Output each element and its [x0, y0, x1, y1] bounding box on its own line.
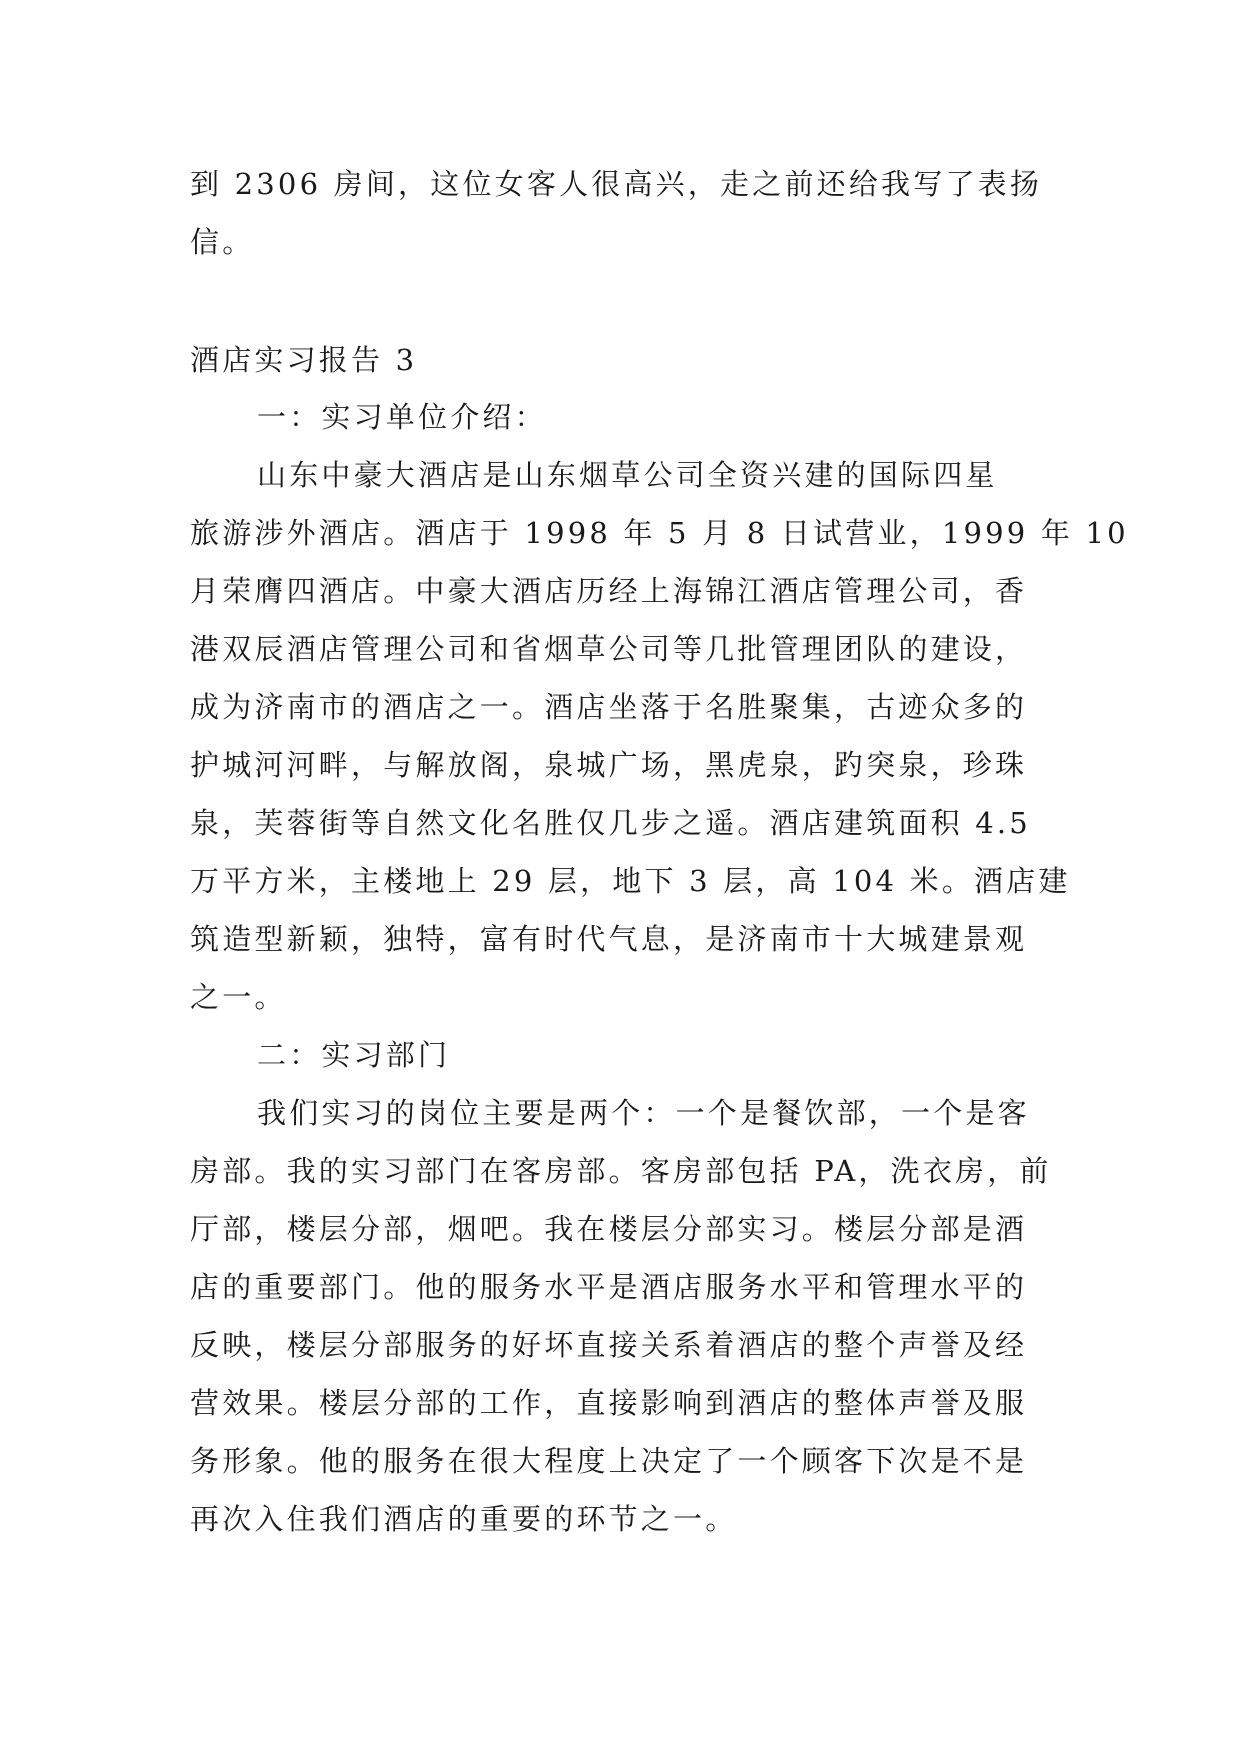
- paragraph-line: 护城河河畔，与解放阁，泉城广场，黑虎泉，趵突泉，珍珠: [190, 748, 1028, 782]
- paragraph-line: 房部。我的实习部门在客房部。客房部包括 PA，洗衣房，前: [190, 1154, 1052, 1188]
- paragraph-line: 港双辰酒店管理公司和省烟草公司等几批管理团队的建设，: [190, 632, 1028, 666]
- section-heading: 二：实习部门: [257, 1038, 451, 1072]
- paragraph-line: 月荣膺四酒店。中豪大酒店历经上海锦江酒店管理公司，香: [190, 574, 1028, 608]
- paragraph-line: 我们实习的岗位主要是两个：一个是餐饮部，一个是客: [257, 1096, 1030, 1130]
- paragraph-line: 务形象。他的服务在很大程度上决定了一个顾客下次是不是: [190, 1444, 1028, 1478]
- paragraph-line: 成为济南市的酒店之一。酒店坐落于名胜聚集，古迹众多的: [190, 690, 1028, 724]
- paragraph-line: 店的重要部门。他的服务水平是酒店服务水平和管理水平的: [190, 1270, 1028, 1304]
- paragraph-line: 到 2306 房间，这位女客人很高兴，走之前还给我写了表扬: [190, 167, 1043, 201]
- paragraph-line: 信。: [190, 225, 255, 259]
- paragraph-line: 再次入住我们酒店的重要的环节之一。: [190, 1502, 738, 1536]
- paragraph-line: 泉，芙蓉街等自然文化名胜仅几步之遥。酒店建筑面积 4.5: [190, 806, 1031, 840]
- paragraph-line: 万平方米，主楼地上 29 层，地下 3 层，高 104 米。酒店建: [190, 864, 1071, 898]
- paragraph-line: 筑造型新颖，独特，富有时代气息，是济南市十大城建景观: [190, 922, 1028, 956]
- paragraph-line: 营效果。楼层分部的工作，直接影响到酒店的整体声誉及服: [190, 1386, 1028, 1420]
- paragraph-line: 旅游涉外酒店。酒店于 1998 年 5 月 8 日试营业，1999 年 10: [190, 516, 1129, 550]
- paragraph-line: 反映，楼层分部服务的好坏直接关系着酒店的整个声誉及经: [190, 1328, 1028, 1362]
- section-heading: 一：实习单位介绍：: [257, 400, 547, 434]
- section-title: 酒店实习报告 3: [190, 343, 418, 377]
- paragraph-line: 山东中豪大酒店是山东烟草公司全资兴建的国际四星: [257, 458, 998, 492]
- paragraph-line: 之一。: [190, 980, 287, 1014]
- paragraph-line: 厅部，楼层分部，烟吧。我在楼层分部实习。楼层分部是酒: [190, 1212, 1028, 1246]
